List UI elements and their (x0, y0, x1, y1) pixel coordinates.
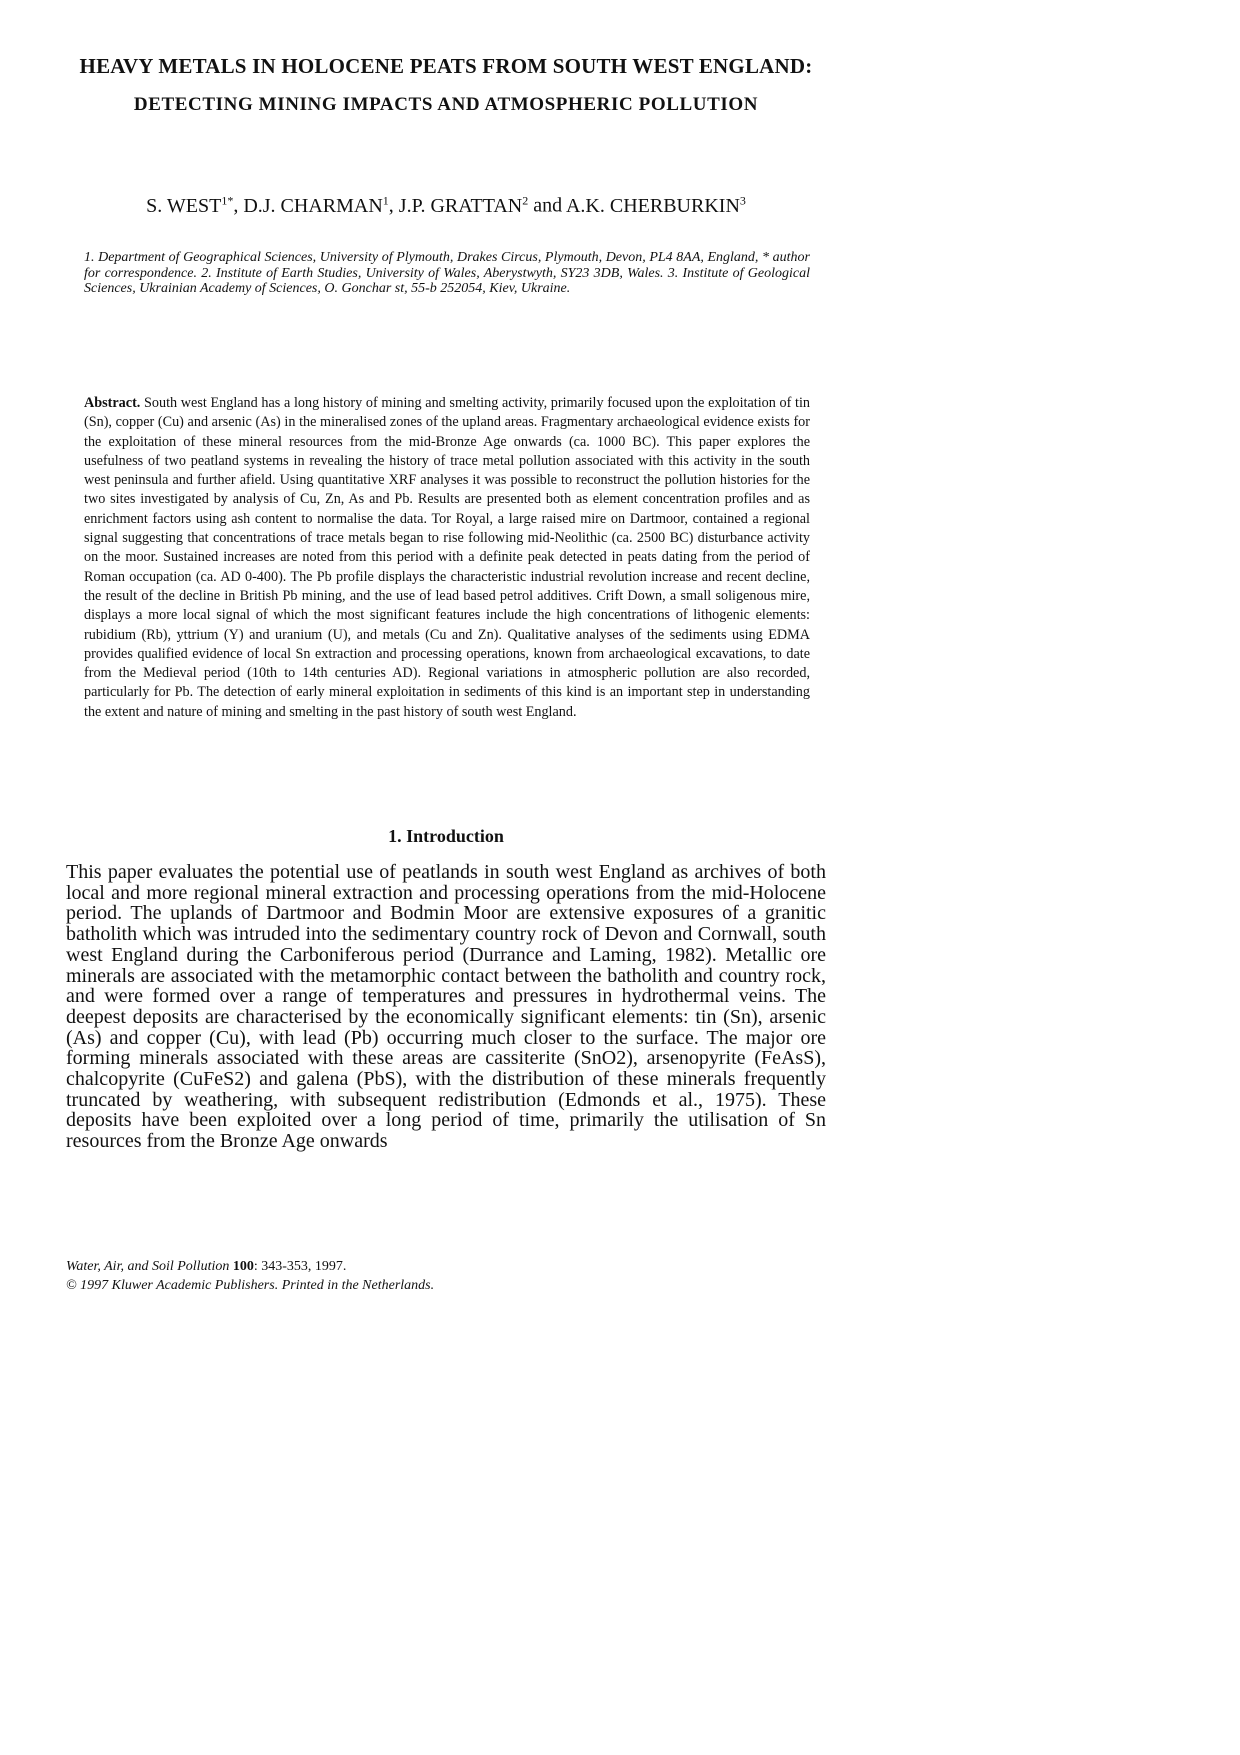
copyright-line: © 1997 Kluwer Academic Publishers. Printed in the Netherlands. (66, 1278, 435, 1293)
affiliations: 1. Department of Geographical Sciences, University of Plymouth, Drakes Circus, Plymouth, Devon, PL4 8AA, England, * author for correspondence. 2. Institute of Earth Studies, University of Wales, Aberystwyth, SY23 3DB, Wales. 3. Institute of Geological Sciences, Ukrainian Academy of Sciences, O. Gonchar st, 55-b 252054, Kiev, Ukraine. (84, 250, 810, 297)
section-heading-introduction: 1. Introduction (388, 826, 504, 846)
publication-footer (66, 1257, 434, 1295)
introduction-paragraph: This paper evaluates the potential use of peatlands in south west England as archives of both local and more regional mineral extraction and processing operations from the mid-Holocene period. The uplands of Dartmoor and Bodmin Moor are extensive exposures of a granitic batholith which was intruded into the sedimentary country rock of Devon and Cornwall, south west England during the Carboniferous period (Durrance and Laming, 1982). Metallic ore minerals are associated with the metamorphic contact between the batholith and country rock, and were formed over a range of temperatures and pressures in hydrothermal veins. The deepest deposits are characterised by the economically significant elements: tin (Sn), arsenic (As) and copper (Cu), with lead (Pb) occurring much closer to the surface. The major ore forming minerals associated with these areas are cassiterite (SnO2), arsenopyrite (FeAsS), chalcopyrite (CuFeS2) and galena (PbS), with the distribution of these minerals frequently truncated by weathering, with subsequent redistribution (Edmonds et al., 1975). These deposits have been exploited over a long period of time, primarily the utilisation of Sn resources from the Bronze Age onwards (66, 861, 826, 1153)
author-1: S. $WEST^{1*}$ (146, 193, 234, 217)
author-3: J.P. GRATTAN$^2$ (398, 193, 529, 217)
abstract (84, 394, 810, 722)
paper-title-line2: DETECTING MINING IMPACTS AND ATMOSPHERIC POLLUTION (133, 94, 759, 114)
author-2: D.J. CHARMAN$^1$ (243, 193, 389, 217)
journal-citation: Water, Air, and Soil Pollution 100: 343-353, 1997. (66, 1259, 347, 1274)
paper-title-line1: HEAVY METALS IN HOLOCENE PEATS FROM SOUTH WEST ENGLAND: (79, 54, 813, 78)
abstract-label: Abstract. (84, 395, 141, 411)
author-4: A.K. CHERBURKIN$^3$ (565, 193, 746, 217)
abstract-text: South west England has a long history of mining and smelting activity, primarily focused upon the exploitation of tin (Sn), copper (Cu) and arsenic (As) in the mineralised zones of the upland areas. Fragmentary archaeological evidence exists for the exploitation of these mineral resources from the mid-Bronze Age onwards (ca. 1000 BC). This paper explores the usefulness of two peatland systems in revealing the history of trace metal pollution associated with this activity in the south west peninsula and further afield. Using quantitative XRF analyses it was possible to reconstruct the pollution histories for the two sites investigated by analysis of Cu, Zn, As and Pb. Results are presented both as element concentration profiles and as enrichment factors using ash content to normalise the data. Tor Royal, a large raised mire on Dartmoor, contained a regional signal suggesting that concentrations of trace metals began to rise following mid-Neolithic (ca. 2500 BC) disturbance activity on the moor. Sustained increases are noted from this period with a definite peak detected in peats dating from the period of Roman occupation (ca. AD 0-400). The Pb profile displays the characteristic industrial revolution increase and recent decline, the result of the decline in British Pb mining, and the use of lead based petrol additives. Crift Down, a small soligenous mire, displays a more local signal of which the most significant features include the high concentrations of lithogenic elements: rubidium (Rb), yttrium (Y) and uranium (U), and metals (Cu and Zn). Qualitative analyses of the sediments using EDMA provides qualified evidence of local Sn extraction and processing operations, known from archaeological excavations, to date from the Medieval period (10th to 14th centuries AD). Regional variations in atmospheric pollution are also recorded, particularly for Pb. The detection of early mineral exploitation in sediments of this kind is an important step in understanding the extent and nature of mining and smelting in the past history of south west England. (84, 395, 810, 720)
author-list: S. $WEST^{1*}$, D.J. CHARMAN$^1$, J.P. GRATTAN$^2$ and A.K. CHERBURKIN$^3$ (146, 193, 746, 217)
